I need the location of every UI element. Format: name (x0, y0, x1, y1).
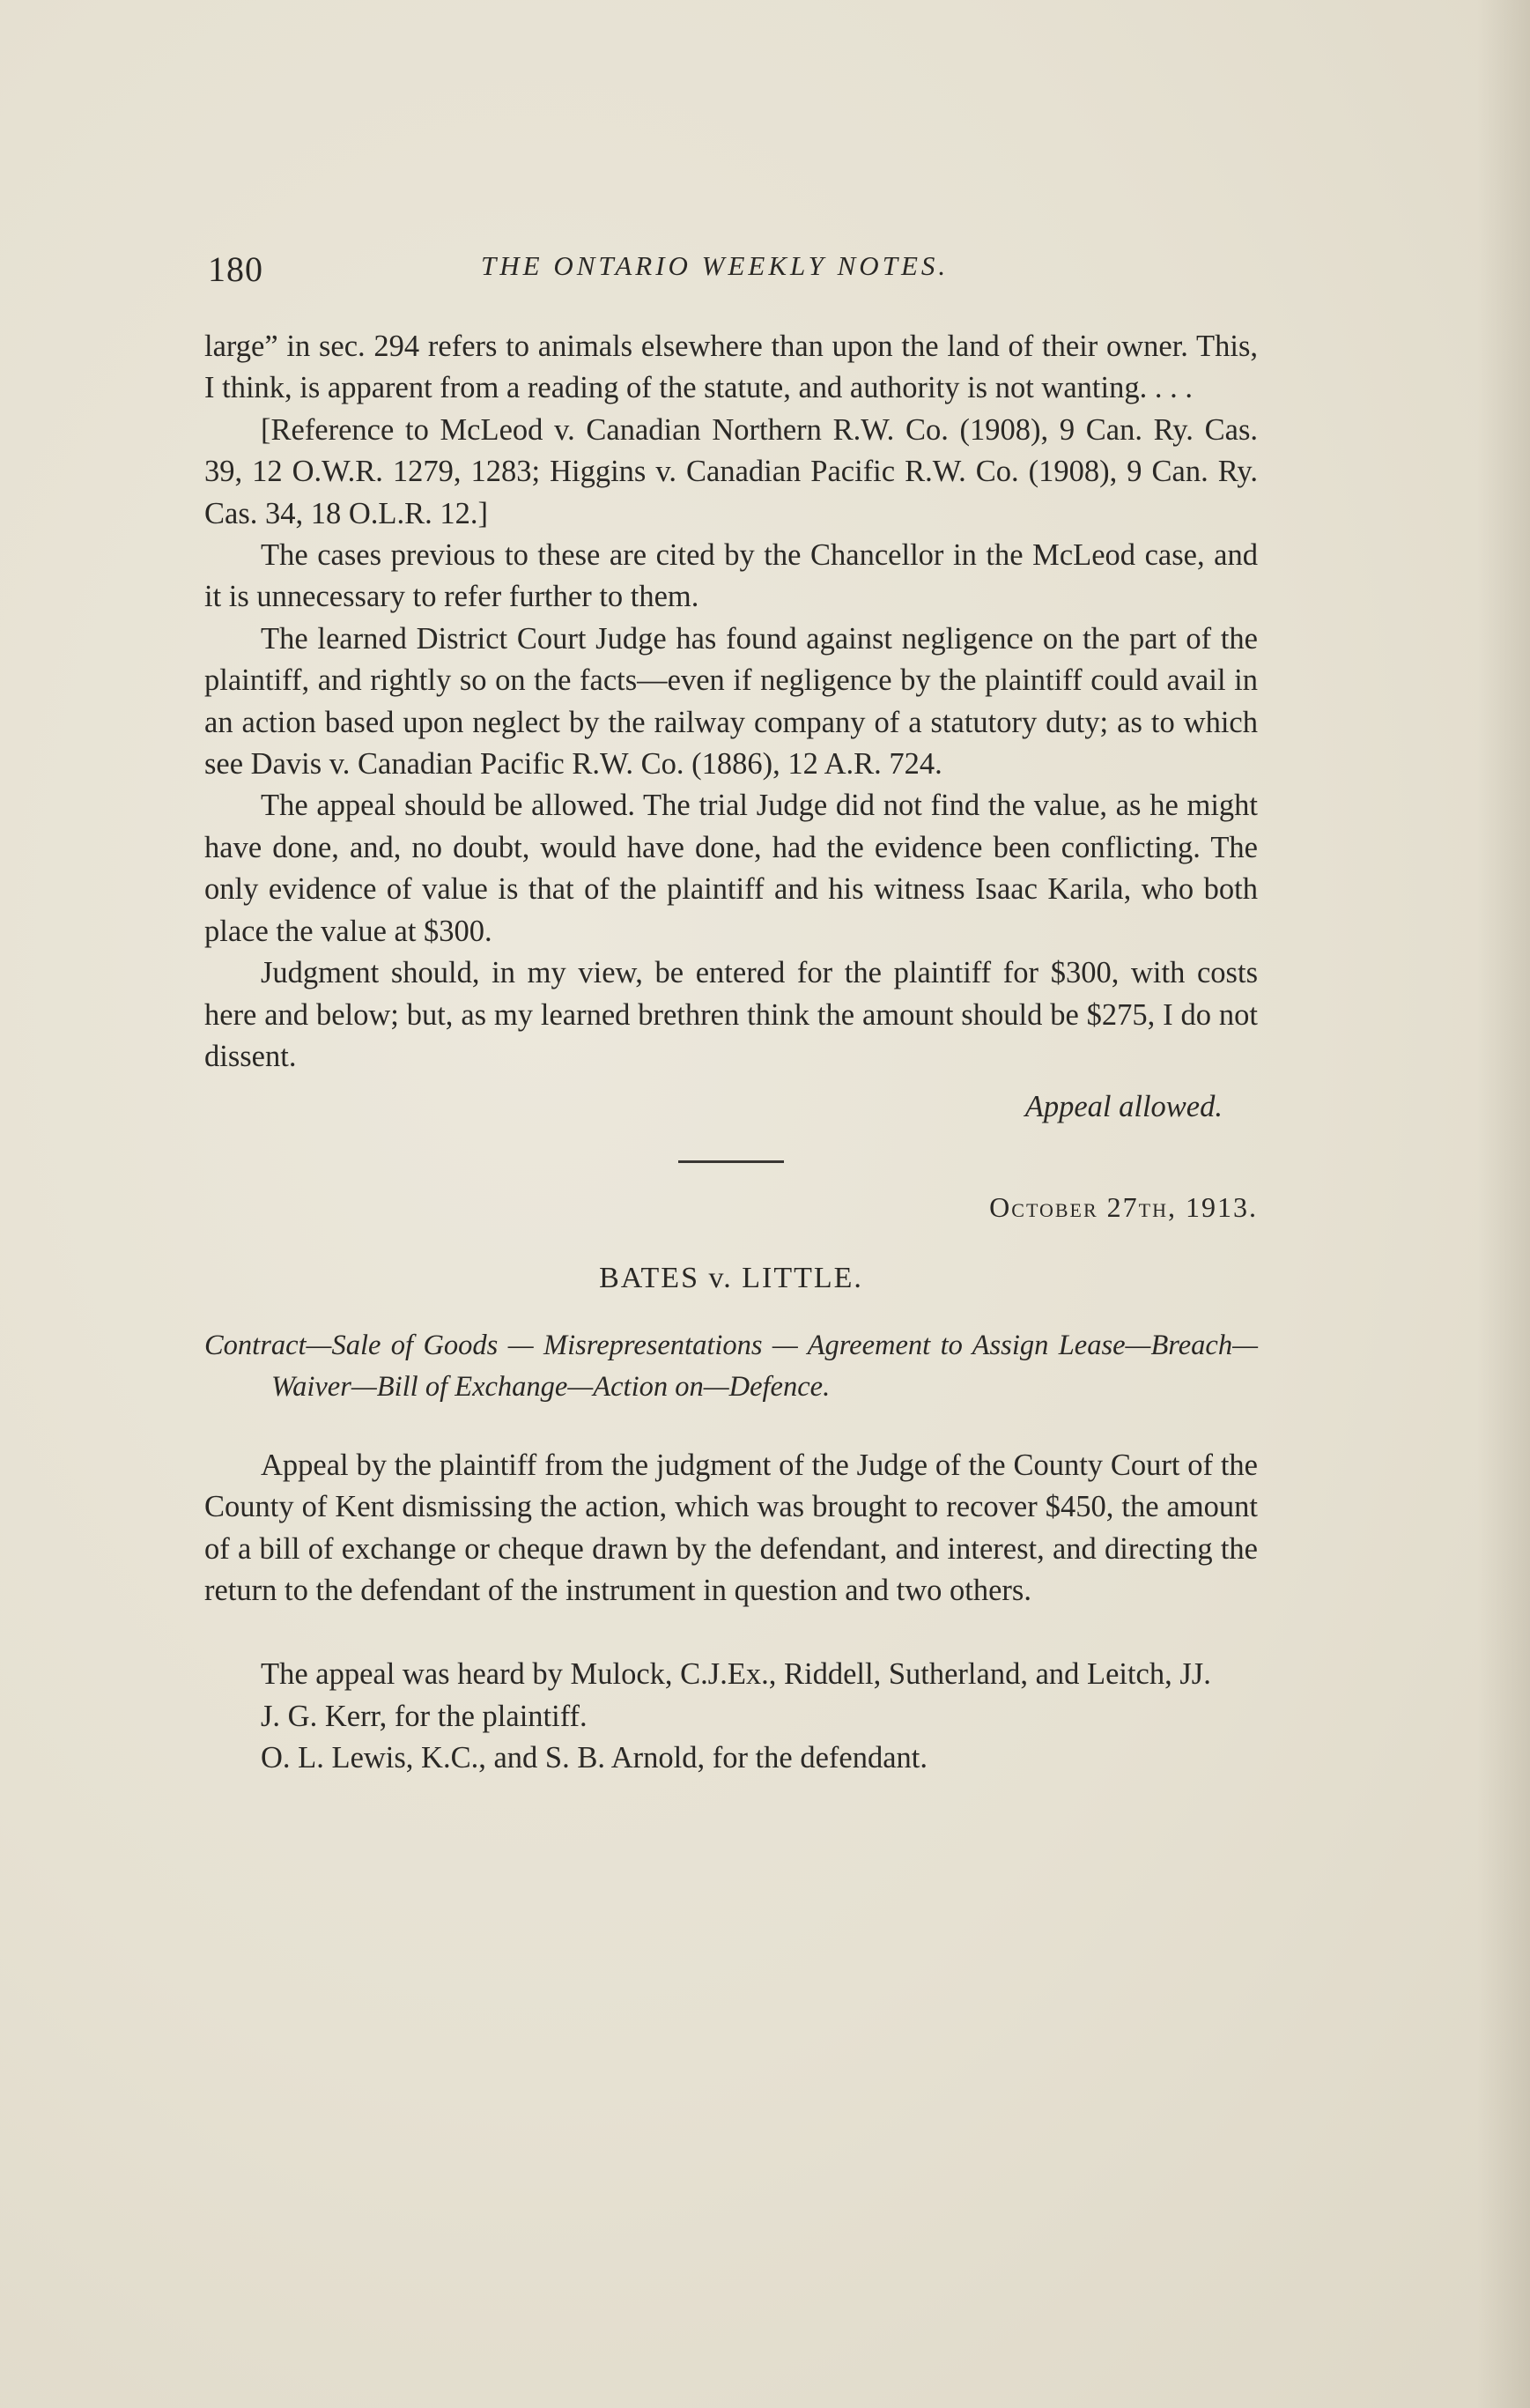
page-number: 180 (208, 249, 263, 289)
case-date: October 27th, 1913. (989, 1190, 1258, 1223)
paragraph-negligence: The learned District Court Judge has found against negligence on the part of the plaintiff, and rightly so on the facts—even if negligence by the plaintiff could avail in an action based upon neglect by the railway company of a statutory duty; as to which see Davis v. Canadian Pacific R.W. Co. (1886), 12 A.R. 724. (204, 621, 1258, 782)
running-head: THE ONTARIO WEEKLY NOTES. (481, 250, 950, 281)
counsel-plaintiff: J. G. Kerr, for the plaintiff. (261, 1699, 588, 1733)
paragraph-previous-cases: The cases previous to these are cited by the Chancellor in the McLeod case, and it is unnecessary to refer further to them. (204, 538, 1258, 614)
page-edge-shadow (1477, 0, 1530, 2408)
case-title: BATES v. LITTLE. (599, 1261, 863, 1294)
paragraph-continuation: large” in sec. 294 refers to animals elsewhere than upon the land of their owner. This, I think, is apparent from a reading of the statute, and authority is not wanting. . . . (204, 330, 1258, 405)
counsel-defendant: O. L. Lewis, K.C., and S. B. Arnold, for the defendant. (261, 1741, 928, 1775)
page-content (204, 326, 1258, 1780)
case-headnote: Contract—Sale of Goods — Misrepresentations — Agreement to Assign Lease—Breach—Waiver—Bill of Exchange—Action on—Defence. (204, 1329, 1258, 1403)
paragraph-judgment: Judgment should, in my view, be entered for the plaintiff for $300, with costs here and below; but, as my learned brethren think the amount should be $275, I do not dissent. (204, 956, 1258, 1073)
result-line: Appeal allowed. (1024, 1090, 1223, 1124)
paragraph-appeal-allowed: The appeal should be allowed. The trial Judge did not find the value, as he might have done, and, no doubt, would have done, had the evidence been conflicting. The only evidence of value is that of the plaintiff and his witness Isaac Karila, who both place the value at $300. (204, 789, 1258, 948)
bench-line: The appeal was heard by Mulock, C.J.Ex., Riddell, Sutherland, and Leitch, JJ. (261, 1657, 1211, 1692)
case-summary: Appeal by the plaintiff from the judgment of the Judge of the County Court of the County of Kent dismissing the action, which was brought to recover $450, the amount of a bill of exchange or cheque drawn by the defendant, and interest, and directing the return to the defendant of the instrument in question and two others. (204, 1448, 1258, 1607)
paragraph-reference: [Reference to McLeod v. Canadian Northern R.W. Co. (1908), 9 Can. Ry. Cas. 39, 12 O.W.R. 1279, 1283; Higgins v. Canadian Pacific R.W. Co. (1908), 9 Can. Ry. Cas. 34, 18 O.L.R. 12.] (204, 412, 1258, 530)
page-header (208, 236, 1256, 289)
section-divider (678, 1160, 784, 1163)
